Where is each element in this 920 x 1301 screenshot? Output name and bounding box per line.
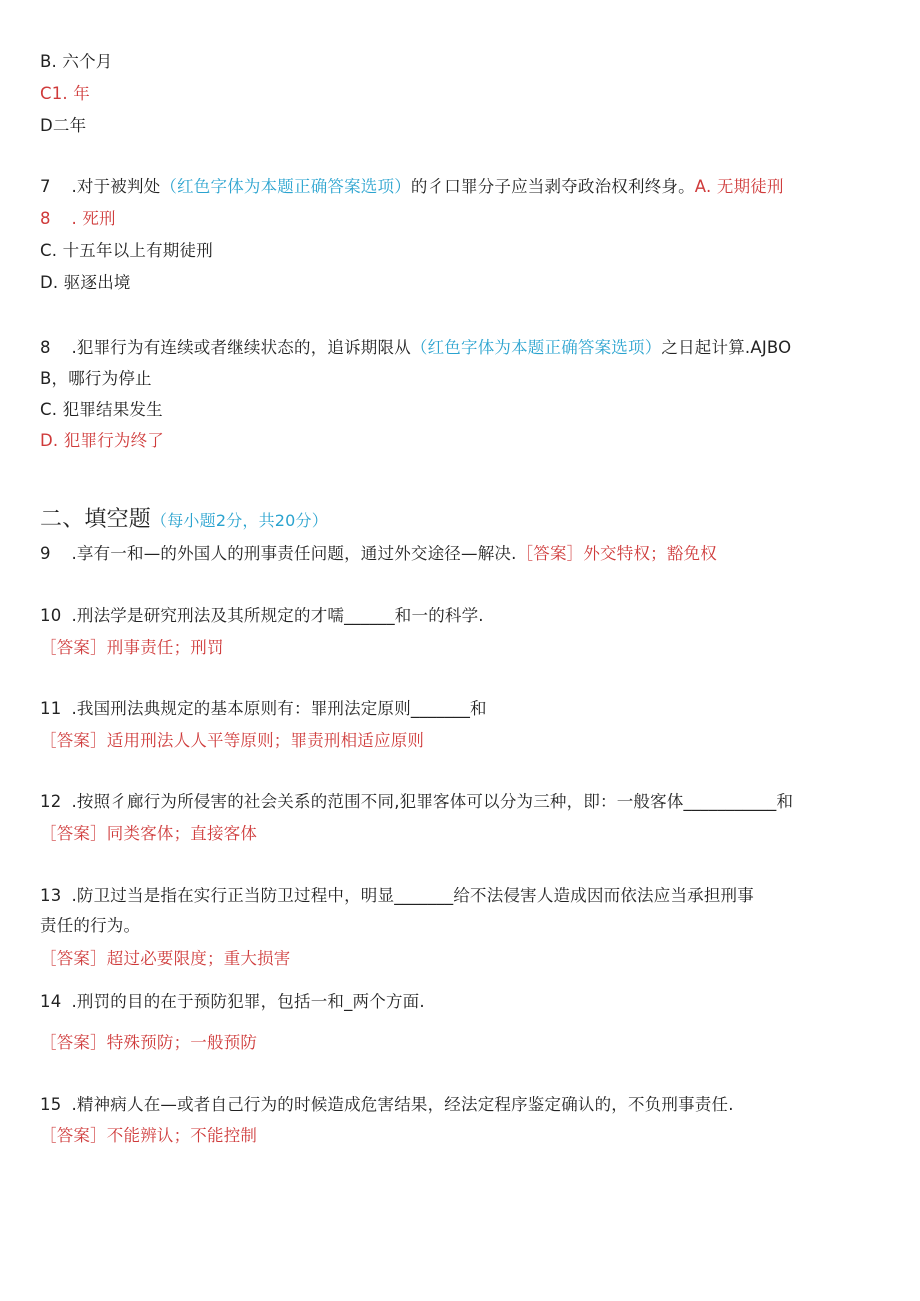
q15-text: .精神病人在—或者自己行为的时候造成危害结果，经法定程序鉴定确认的，不负刑事责任. [66, 1095, 734, 1114]
q13-text: .防卫过当是指在实行正当防卫过程中，明显_______给不法侵害人造成因而依法应当承担刑事 [66, 886, 754, 905]
q15-number: 15 [40, 1095, 62, 1114]
q10-stem [40, 604, 484, 628]
q7-option-b [40, 207, 116, 231]
q9-stem [40, 542, 717, 566]
q7-hint: （红色字体为本题正确答案选项） [160, 177, 411, 196]
q7-text-a: .对于被判处 [66, 177, 161, 196]
q13-stem [40, 884, 754, 908]
q8-text-b: 之日起计算.AJBO [661, 338, 792, 357]
q10-answer: ［答案］刑事责任；刑罚 [40, 638, 224, 657]
q10-number: 10 [40, 606, 62, 625]
q9-text: .享有一和—的外国人的刑事责任问题，通过外交途径—解决. [66, 544, 517, 563]
q11-text: .我国刑法典规定的基本原则有：罪刑法定原则_______和 [66, 699, 487, 718]
section-subtitle: （每小题2分，共20分） [151, 511, 328, 530]
q7-option-a: A. 无期徒刑 [694, 177, 784, 196]
q13-number: 13 [40, 886, 62, 905]
q8-hint: （红色字体为本题正确答案选项） [410, 338, 662, 357]
q8-option-c: C. 犯罪结果发生 [40, 400, 163, 419]
q10-text: .刑法学是研究刑法及其所规定的才嚅______和一的科学. [66, 606, 484, 625]
section-title: 二、填空题 [40, 507, 152, 532]
q7-option-d: D. 驱逐出境 [40, 273, 131, 292]
q6-option-c: C1. 年 [40, 84, 91, 103]
q11-stem [40, 697, 487, 721]
q7-number: 7 [40, 177, 51, 196]
q8-option-d: D. 犯罪行为终了 [40, 431, 164, 450]
q14-answer: ［答案］特殊预防；一般预防 [40, 1033, 258, 1052]
q7-stem [40, 175, 784, 199]
q13-answer: ［答案］超过必要限度；重大损害 [40, 949, 291, 968]
q15-answer: ［答案］不能辨认；不能控制 [40, 1126, 258, 1145]
q9-number: 9 [40, 544, 51, 563]
q11-number: 11 [40, 699, 62, 718]
q7-option-b-text: . 死刑 [66, 209, 116, 228]
q11-answer: ［答案］适用刑法人人平等原则；罪责刑相适应原则 [40, 731, 425, 750]
q8-text-a: .犯罪行为有连续或者继续状态的，追诉期限从 [66, 338, 411, 357]
section-heading [40, 505, 328, 536]
q14-stem [40, 990, 425, 1014]
q14-text: .刑罚的目的在于预防犯罪，包括一和_两个方面. [66, 992, 425, 1011]
q7-option-c: C. 十五年以上有期徒刑 [40, 241, 213, 260]
q6-option-d: D二年 [40, 116, 87, 135]
q8-number: 8 [40, 338, 51, 357]
q12-text: .按照彳廊行为所侵害的社会关系的范围不同,犯罪客体可以分为三种，即：一般客体___________和 [66, 792, 794, 811]
q7-option-b-number: 8 [40, 209, 51, 228]
q6-option-b: B. 六个月 [40, 52, 113, 71]
q7-text-b: 的彳口罪分子应当剥夺政治权利终身。 [410, 177, 695, 196]
q12-answer: ［答案］同类客体；直接客体 [40, 824, 258, 843]
q8-stem [40, 336, 791, 360]
q13-stem-continued: 责任的行为。 [40, 916, 141, 935]
q12-number: 12 [40, 792, 62, 811]
q12-stem [40, 790, 793, 814]
q14-number: 14 [40, 992, 62, 1011]
q8-option-b: B，哪行为停止 [40, 369, 152, 388]
q15-stem [40, 1093, 734, 1117]
q9-answer: ［答案］外交特权；豁免权 [516, 544, 717, 563]
